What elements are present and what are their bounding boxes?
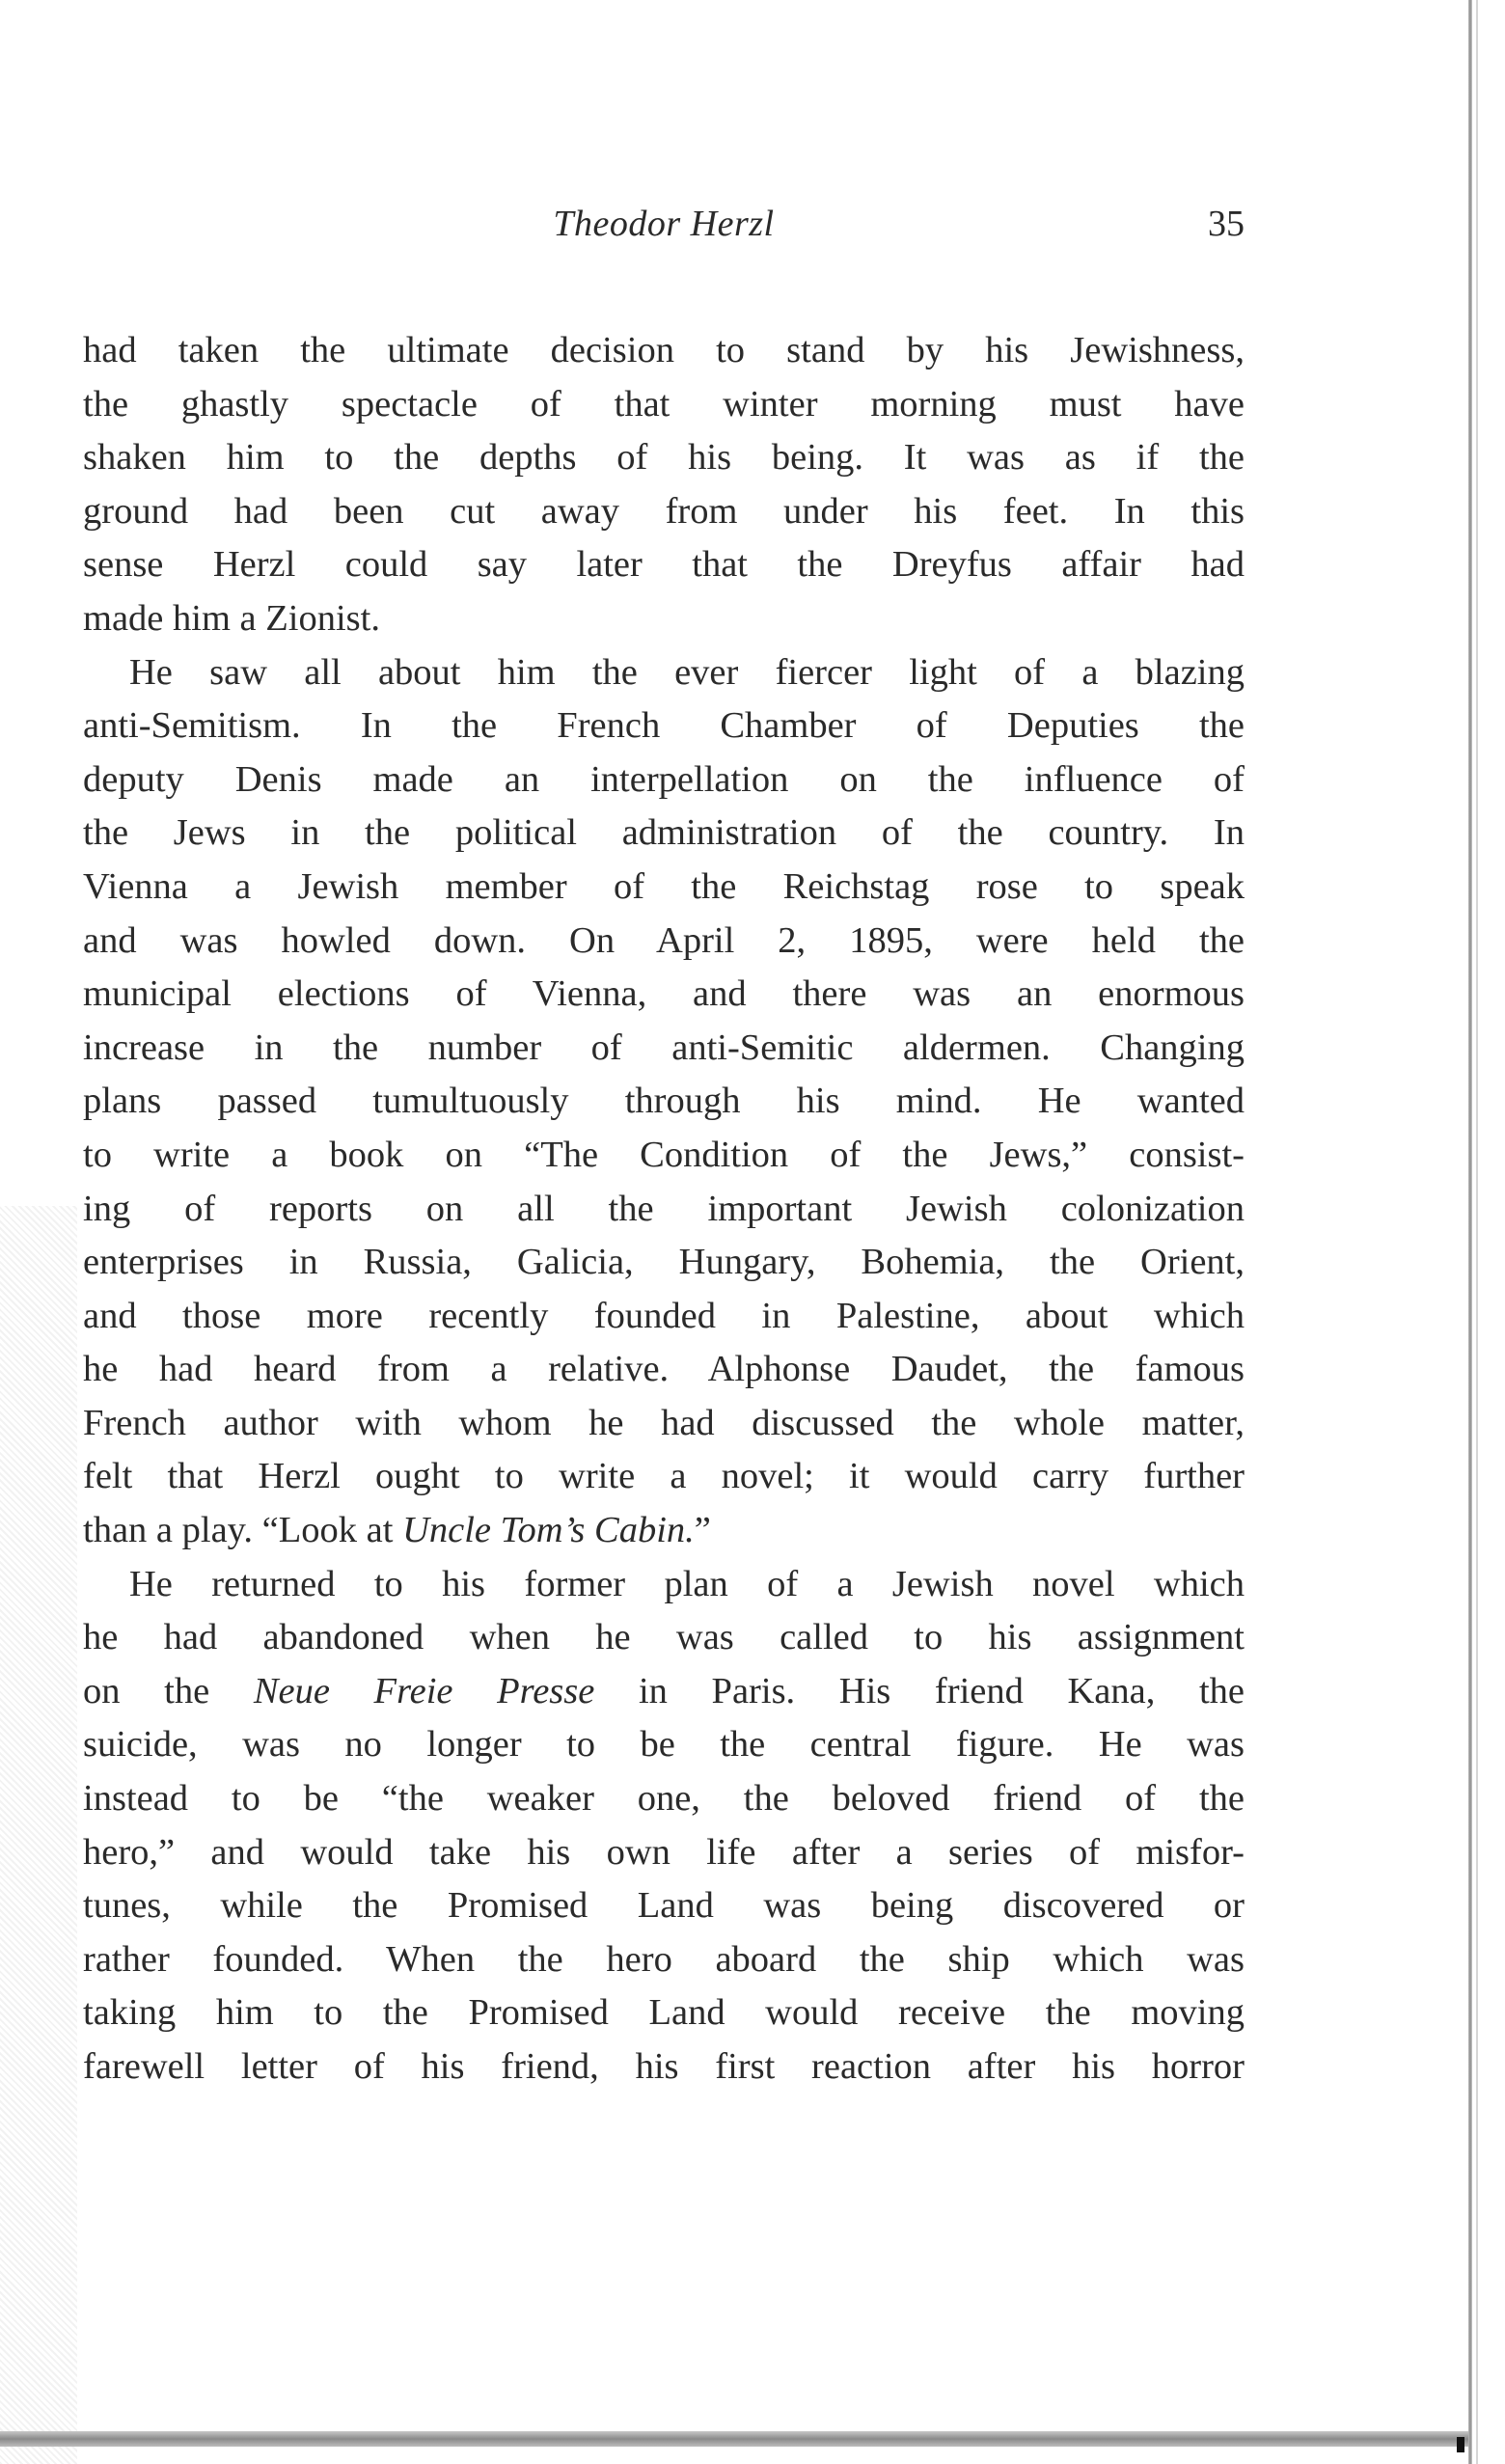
text-line: anti-Semitism. In the French Chamber of Deputies the (83, 705, 1245, 747)
text-line: he had abandoned when he was called to his assignment (83, 1617, 1245, 1658)
text-line: municipal elections of Vienna, and there was an enormous (83, 973, 1245, 1015)
text-line: suicide, was no longer to be the central figure. He was (83, 1724, 1245, 1766)
text-line: taking him to the Promised Land would receive the moving (83, 1992, 1245, 2034)
text-line: the ghastly spectacle of that winter morning must have (83, 383, 1245, 424)
body-text (83, 324, 1245, 2094)
text-line: the Jews in the political administration of the country. In (83, 812, 1245, 854)
text-line: deputy Denis made an interpellation on the influence of (83, 758, 1245, 800)
text-line: tunes, while the Promised Land was being discovered or (83, 1885, 1245, 1927)
text-line: ing of reports on all the important Jewish colonization (83, 1188, 1245, 1229)
text-line: sense Herzl could say later that the Dreyfus affair had (83, 544, 1245, 586)
running-head (83, 203, 1245, 260)
text-line: farewell letter of his friend, his first reaction after his horror (83, 2046, 1245, 2087)
text-line: instead to be “the weaker one, the beloved friend of the (83, 1778, 1245, 1820)
text-line: had taken the ultimate decision to stand by his Jewishness, (83, 330, 1245, 370)
text-line: and was howled down. On April 2, 1895, were held the (83, 919, 1245, 961)
text-line: made him a Zionist. (83, 597, 380, 639)
text-line: shaken him to the depths of his being. It was as if the (83, 437, 1245, 479)
running-title: Theodor Herzl (553, 204, 775, 244)
scan-corner-mark (1457, 2437, 1464, 2452)
page-number: 35 (1208, 204, 1245, 244)
text-line: He saw all about him the ever fiercer light of a blazing (129, 651, 1245, 693)
text-line: to write a book on “The Condition of the Jews,” consist- (83, 1134, 1245, 1175)
text-line: increase in the number of anti-Semitic aldermen. Changing (83, 1027, 1245, 1068)
text-line: plans passed tumultuously through his mind. He wanted (83, 1081, 1245, 1122)
text-line: felt that Herzl ought to write a novel; it would carry further (83, 1456, 1245, 1497)
text-line: hero,” and would take his own life after a series of misfor- (83, 1831, 1245, 1873)
scan-shadow (0, 1206, 77, 2464)
text-line: ground had been cut away from under his feet. In this (83, 490, 1245, 532)
text-line: enterprises in Russia, Galicia, Hungary, Bohemia, the Orient, (83, 1242, 1245, 1283)
newspaper-title-italic: Neue Freie Presse (253, 1670, 595, 1711)
text-run: ” (694, 1510, 711, 1551)
text-line: rather founded. When the hero aboard the ship which was (83, 1938, 1245, 1980)
text-run: in Paris. His friend Kana, the (594, 1670, 1245, 1711)
text-line (83, 1665, 1245, 1719)
book-title-italic: Uncle Tom’s Cabin. (402, 1510, 695, 1551)
text-line: he had heard from a relative. Alphonse Daudet, the famous (83, 1349, 1245, 1390)
page-binding-edge (1468, 0, 1472, 2464)
text-line: Vienna a Jewish member of the Reichstag rose to speak (83, 865, 1245, 907)
text-run: on the (83, 1670, 254, 1711)
text-line: He returned to his former plan of a Jewish novel which (129, 1563, 1245, 1604)
text-line: French author with whom he had discussed the whole matter, (83, 1402, 1245, 1443)
text-line (83, 1504, 1245, 1558)
text-line: and those more recently founded in Palestine, about which (83, 1295, 1245, 1336)
scan-bottom-edge (0, 2431, 1468, 2447)
text-run: than a play. “Look at (83, 1510, 403, 1551)
page-binding-edge-inner (1476, 0, 1478, 2464)
